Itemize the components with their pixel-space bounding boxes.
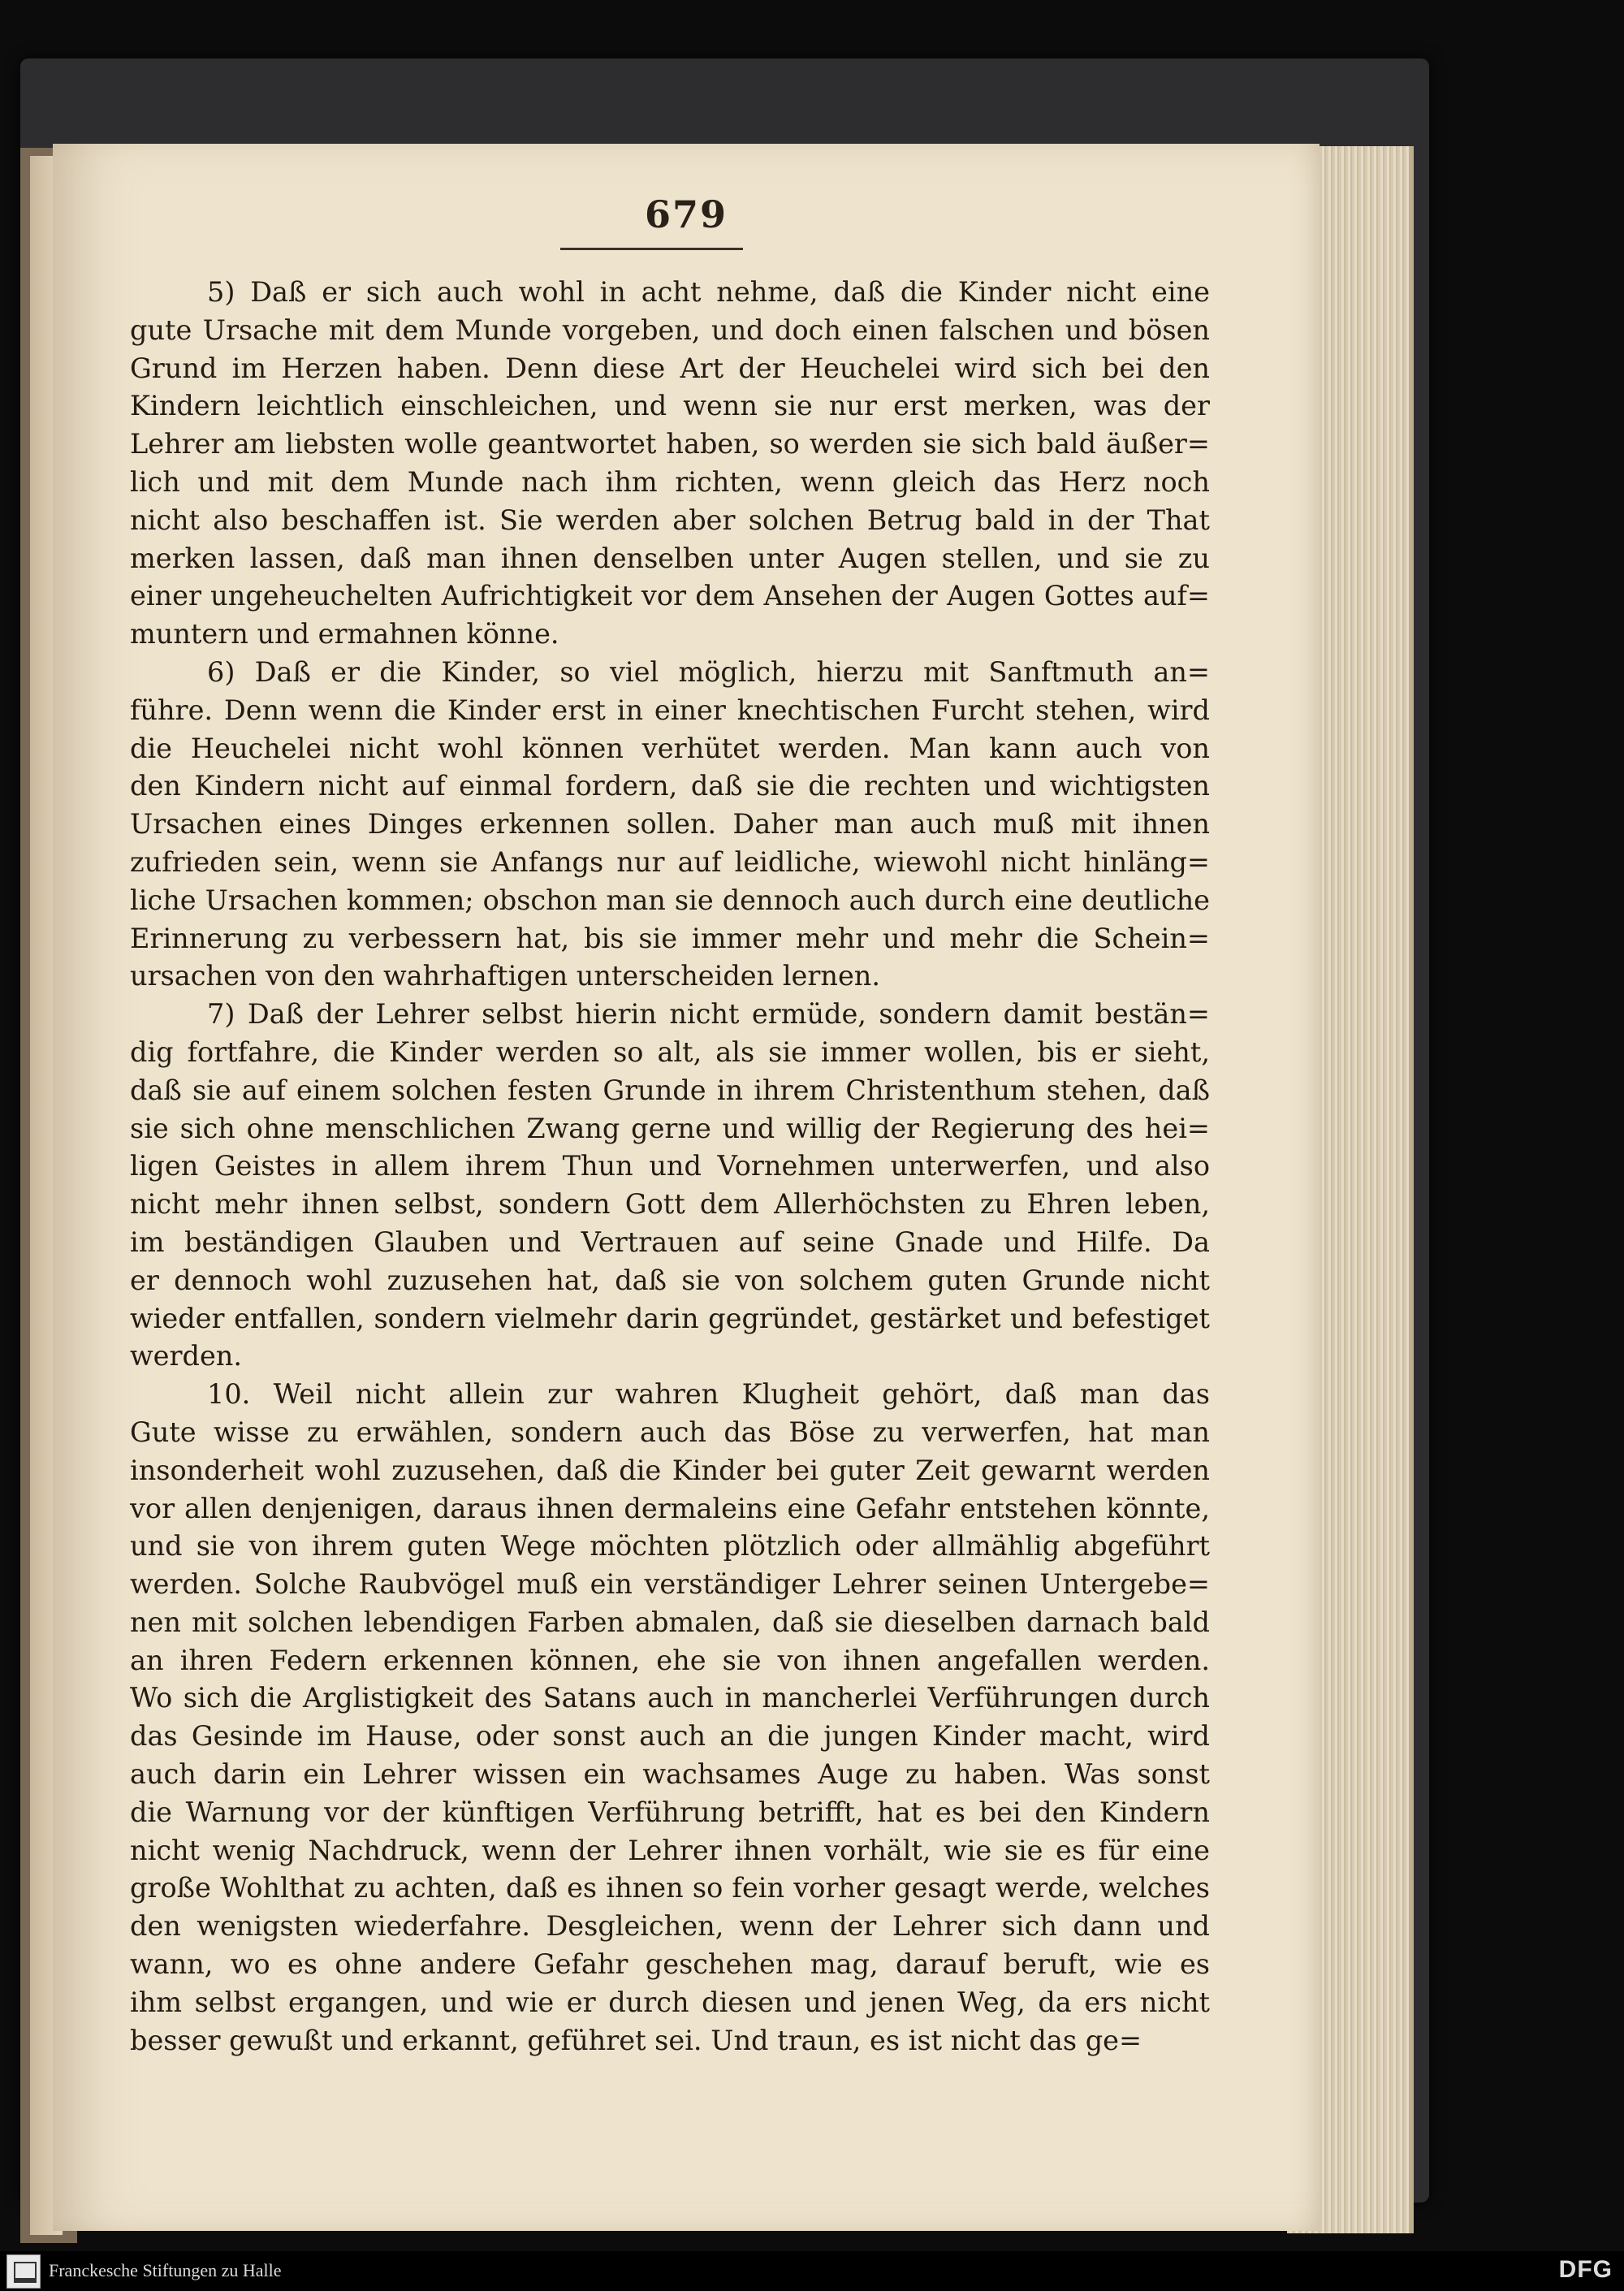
text-line: nicht mehr ihnen selbst, sondern Gott dem Allerhöchsten zu Ehren leben, (130, 1188, 1210, 1221)
text-line: lich und mit dem Munde nach ihm richten, wenn gleich das Herz noch (130, 465, 1210, 498)
text-line: vor allen denjenigen, daraus ihnen dermaleins eine Gefahr entstehen könnte, (130, 1492, 1210, 1524)
text-line: das Gesinde im Hause, oder sonst auch an die jungen Kinder macht, wird (130, 1720, 1210, 1753)
text-line: Erinnerung zu verbessern hat, bis sie immer mehr und mehr die Schein= (130, 922, 1210, 954)
text-line: Kindern leichtlich einschleichen, und wenn sie nur erst merken, was der (130, 390, 1210, 422)
text-line: werden. Solche Raubvögel muß ein verständiger Lehrer seinen Untergebe= (130, 1568, 1210, 1601)
text-line: Wo sich die Arglistigkeit des Satans auch in mancherlei Verführungen durch (130, 1682, 1210, 1714)
paragraph-p6 (130, 654, 1210, 996)
text-line: die Heuchelei nicht wohl können verhütet werden. Man kann auch von (130, 732, 1210, 764)
text-line: sie sich ohne menschlichen Zwang gerne und willig der Regierung des hei= (130, 1112, 1210, 1144)
text-line: besser gewußt und erkannt, geführet sei. Und traun, es ist nicht das ge= (130, 2024, 1142, 2056)
text-line: einer ungeheuchelten Aufrichtigkeit vor dem Ansehen der Augen Gottes auf= (130, 580, 1210, 612)
text-line: wieder entfallen, sondern vielmehr darin gegründet, gestärket und befestiget (130, 1302, 1210, 1334)
text-line: daß sie auf einem solchen festen Grunde in ihrem Christenthum stehen, daß (130, 1074, 1210, 1106)
text-line: nicht also beschaffen ist. Sie werden aber solchen Betrug bald in der That (130, 504, 1210, 536)
text-line: die Warnung vor der künftigen Verführung betrifft, hat es bei den Kindern (130, 1796, 1210, 1828)
text-line: 5) Daß er sich auch wohl in acht nehme, daß die Kinder nicht eine (207, 276, 1210, 308)
text-line: muntern und ermahnen könne. (130, 618, 559, 651)
text-line: und sie von ihrem guten Wege möchten plötzlich oder allmählig abgeführt (130, 1530, 1210, 1563)
text-line: ligen Geistes in allem ihrem Thun und Vornehmen unterwerfen, und also (130, 1150, 1210, 1182)
paragraph-p10 (130, 1376, 1210, 2060)
text-line: nen mit solchen lebendigen Farben abmalen, daß sie dieselben darnach bald (130, 1606, 1210, 1638)
text-line: nicht wenig Nachdruck, wenn der Lehrer ihnen vorhält, wie sie es für eine (130, 1834, 1210, 1866)
institution-name: Franckesche Stiftungen zu Halle (49, 2260, 282, 2280)
text-line: liche Ursachen kommen; obschon man sie dennoch auch durch eine deutliche (130, 884, 1210, 916)
text-line: den wenigsten wiederfahre. Desgleichen, wenn der Lehrer sich dann und (130, 1910, 1210, 1943)
text-line: 7) Daß der Lehrer selbst hierin nicht ermüde, sondern damit bestän= (207, 998, 1210, 1031)
dfg-logo: DFG (1558, 2256, 1613, 2283)
paragraph-p5 (130, 274, 1210, 654)
text-line: im beständigen Glauben und Vertrauen auf seine Gnade und Hilfe. Da (130, 1225, 1210, 1258)
text-line: 6) Daß er die Kinder, so viel möglich, hierzu mit Sanftmuth an= (207, 655, 1210, 688)
text-line: auch darin ein Lehrer wissen ein wachsames Auge zu haben. Was sonst (130, 1758, 1210, 1791)
text-line: den Kindern nicht auf einmal fordern, daß sie die rechten und wichtigsten (130, 770, 1210, 802)
text-line: zufrieden sein, wenn sie Anfangs nur auf leidliche, wiewohl nicht hinläng= (130, 845, 1210, 878)
text-line: Gute wisse zu erwählen, sondern auch das Böse zu verwerfen, hat man (130, 1416, 1210, 1448)
paragraph-p7 (130, 996, 1210, 1376)
book-page (53, 144, 1320, 2231)
text-line: an ihren Federn erkennen können, ehe sie von ihnen angefallen werden. (130, 1644, 1210, 1676)
text-line: Ursachen eines Dinges erkennen sollen. Daher man auch muß mit ihnen (130, 808, 1210, 841)
viewer-footer (0, 2251, 1624, 2291)
book-cover (20, 58, 1429, 2202)
page-number-rule (560, 248, 743, 250)
text-line: 10. Weil nicht allein zur wahren Klugheit gehört, daß man das (207, 1378, 1210, 1411)
text-line: insonderheit wohl zuzusehen, daß die Kinder bei guter Zeit gewarnt werden (130, 1454, 1210, 1486)
text-line: Lehrer am liebsten wolle geantwortet haben, so werden sie sich bald äußer= (130, 428, 1210, 460)
text-line: Grund im Herzen haben. Denn diese Art der Heuchelei wird sich bei den (130, 352, 1210, 384)
text-line: werden. (130, 1340, 243, 1372)
institution-logo-icon (6, 2254, 41, 2289)
page-number: 679 (644, 192, 728, 236)
text-line: führe. Denn wenn die Kinder erst in einer knechtischen Furcht stehen, wird (130, 694, 1210, 726)
text-line: ursachen von den wahrhaftigen unterscheiden lernen. (130, 960, 880, 992)
text-line: er dennoch wohl zuzusehen hat, daß sie von solchem guten Grunde nicht (130, 1264, 1210, 1296)
text-line: ihm selbst ergangen, und wie er durch diesen und jenen Weg, da ers nicht (130, 1986, 1210, 2018)
text-line: gute Ursache mit dem Munde vorgeben, und doch einen falschen und bösen (130, 313, 1210, 346)
text-line: merken lassen, daß man ihnen denselben unter Augen stellen, und sie zu (130, 542, 1210, 574)
text-line: wann, wo es ohne andere Gefahr geschehen mag, darauf beruft, wie es (130, 1948, 1210, 1981)
text-line: große Wohlthat zu achten, daß es ihnen so fein vorher gesagt werde, welches (130, 1872, 1210, 1904)
text-line: dig fortfahre, die Kinder werden so alt, als sie immer wollen, bis er sieht, (130, 1035, 1210, 1068)
page-text (130, 274, 1210, 2060)
